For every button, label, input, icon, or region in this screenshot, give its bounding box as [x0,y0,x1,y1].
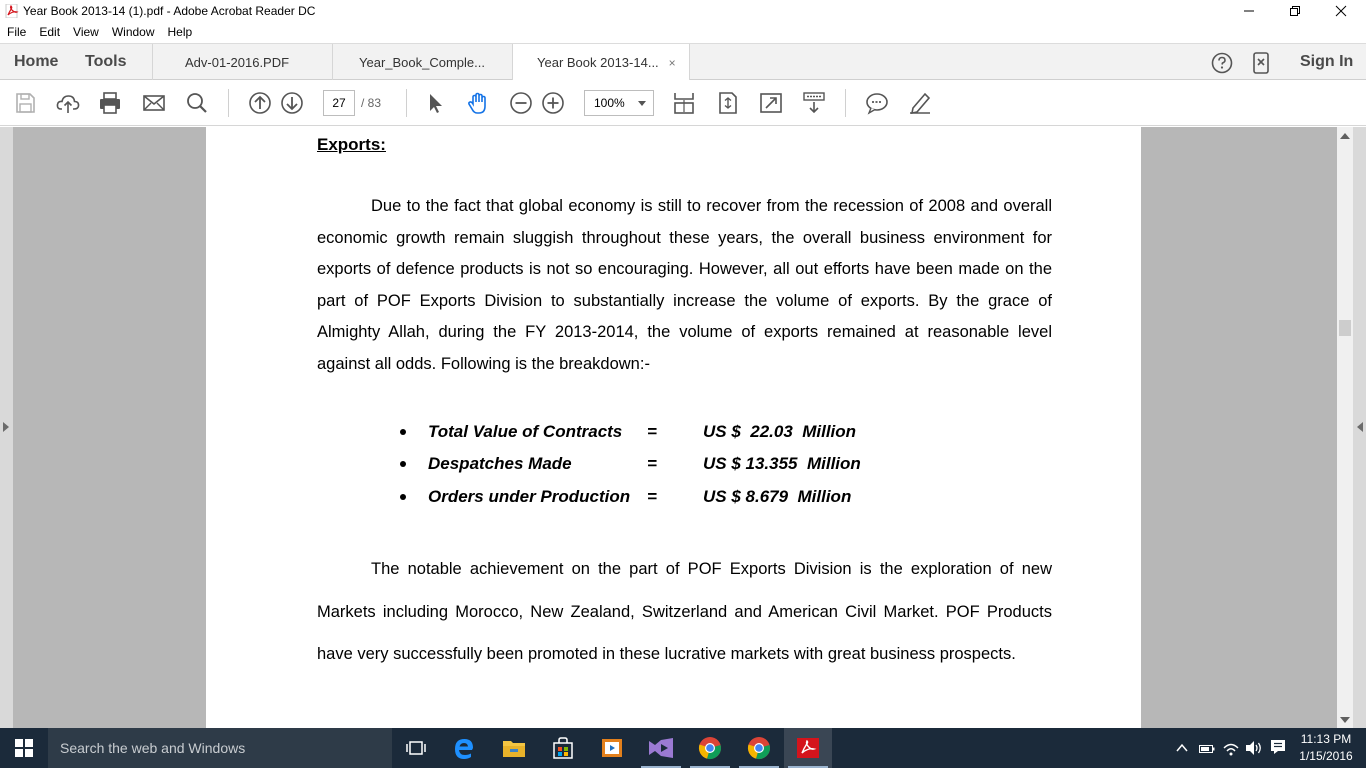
document-tab-yearbook-complete[interactable] [332,44,512,80]
task-view-button[interactable] [392,728,440,768]
tab-home[interactable]: Home [14,53,59,70]
toolbar-separator [845,89,846,117]
sign-in-button[interactable]: Sign In [1300,53,1354,70]
title-bar [0,0,1366,22]
bullet-item-total-value [206,420,1141,444]
scroll-mode-icon[interactable] [672,91,696,115]
restore-button[interactable] [1272,0,1318,22]
visual-studio-icon [648,737,674,759]
media-taskbar-button[interactable] [588,728,636,768]
video-player-icon [601,737,623,759]
hand-tool-icon[interactable] [466,91,490,115]
search-icon[interactable] [185,91,209,115]
toolbar [0,80,1366,126]
taskbar-clock[interactable] [1296,731,1356,765]
zoom-out-icon[interactable] [509,91,533,115]
edge-taskbar-button[interactable] [440,728,488,768]
bullet-dot [400,494,406,500]
scroll-down-icon[interactable] [1340,717,1350,723]
bullet-equals: = [647,487,657,506]
expand-left-panel-icon[interactable] [3,422,9,432]
page-number-input[interactable]: 27 [323,90,355,116]
paragraph-intro-text: Due to the fact that global economy is still to recover from the recession of 2008 and overall economic growth remain sluggish throughout these years, the overall business environment for exports of defence products is not so encouraging. However, all out efforts have been made on the part of POF Exports Division to substantially increase the volume of exports. By the grace of Almighty Allah, during the FY 2013-2014, the volume of exports remained at reasonable level against all odds. Following is the breakdown:- [317,197,1052,373]
vertical-scrollbar[interactable] [1337,127,1353,728]
menu-view[interactable]: View [73,25,99,39]
bullet-dot [400,461,406,467]
menu-bar [0,22,1366,43]
volume-icon[interactable] [1245,740,1263,758]
chevron-down-icon [638,101,646,106]
store-taskbar-button[interactable] [539,728,587,768]
document-tab-label: Adv-01-2016.PDF [185,54,290,70]
document-tab-label: Year Book 2013-14... [537,55,659,70]
paragraph-achievement [317,548,1052,676]
show-hidden-icons-icon[interactable] [1176,741,1188,759]
store-bag-icon [552,737,574,759]
minimize-icon [1243,5,1255,17]
next-page-icon[interactable] [280,91,304,115]
zoom-select[interactable] [584,90,654,116]
document-viewport[interactable] [0,127,1366,728]
bullet-value: US $ 13.355 Million [703,454,861,473]
page-total-label: / 83 [361,96,382,110]
cloud-upload-icon[interactable] [56,91,80,115]
chrome-taskbar-button[interactable] [686,728,734,768]
read-aloud-icon[interactable] [802,91,826,115]
fit-page-icon[interactable] [716,91,740,115]
toolbar-separator [406,89,407,117]
save-icon[interactable] [13,91,37,115]
mobile-link-icon[interactable] [1252,52,1270,79]
taskbar [0,728,1366,768]
chrome-icon [747,736,771,760]
document-tab-adv[interactable] [152,44,332,80]
previous-page-icon[interactable] [248,91,272,115]
bullet-dot [400,429,406,435]
close-icon [1335,5,1347,17]
scroll-up-icon[interactable] [1340,133,1350,139]
paragraph-intro [317,191,1052,381]
acrobat-taskbar-button[interactable] [784,728,832,768]
toolbar-separator [228,89,229,117]
email-icon[interactable] [142,91,166,115]
print-icon[interactable] [98,91,122,115]
bullet-equals: = [647,422,657,441]
battery-icon[interactable] [1199,742,1215,760]
folder-icon [502,737,526,759]
bullet-value: US $ 22.03 Million [703,422,857,441]
paragraph-achievement-text: The notable achievement on the part of POF Exports Division is the exploration of new Markets including Morocco, New Zealand, Switzerland and American Civil Market. POF Products have very successfully been promoted in these lucrative markets with great business prospects. [317,560,1052,663]
full-screen-icon[interactable] [759,91,783,115]
bullet-label: Orders under Production [428,487,631,506]
bullet-item-despatches [206,452,1141,476]
expand-right-panel-icon[interactable] [1357,422,1363,432]
zoom-in-icon[interactable] [541,91,565,115]
taskbar-search-box[interactable] [48,728,392,768]
comment-icon[interactable] [865,91,889,115]
wifi-icon[interactable] [1222,740,1240,758]
tab-bar [0,43,1366,80]
clock-date: 1/15/2016 [1299,749,1353,763]
bullet-label: Total Value of Contracts [428,422,623,441]
menu-window[interactable]: Window [111,25,155,39]
scrollbar-thumb[interactable] [1339,320,1351,336]
edge-icon [452,736,476,760]
menu-help[interactable]: Help [167,25,193,39]
close-window-button[interactable] [1318,0,1364,22]
help-icon[interactable] [1211,52,1233,79]
fill-sign-icon[interactable] [908,91,932,115]
chrome-icon [698,736,722,760]
bullet-item-orders [206,485,1141,509]
acrobat-app-icon [5,4,19,18]
zoom-value: 100% [594,96,625,110]
taskbar-search-placeholder: Search the web and Windows [60,740,246,756]
restore-icon [1289,5,1301,17]
pdf-page [206,127,1141,728]
clock-time: 11:13 PM [1300,732,1352,746]
menu-file[interactable]: File [7,25,27,39]
minimize-button[interactable] [1226,0,1272,22]
menu-edit[interactable]: Edit [39,25,61,39]
task-view-icon [405,739,427,757]
close-tab-icon[interactable]: × [668,55,676,70]
document-tab-label: Year_Book_Comple... [359,54,485,70]
bullet-label: Despatches Made [428,454,572,473]
chrome-taskbar-button-2[interactable] [735,728,783,768]
action-center-icon[interactable] [1270,739,1286,757]
file-explorer-taskbar-button[interactable] [490,728,538,768]
acrobat-icon [796,737,820,759]
bullet-equals: = [647,454,657,473]
select-cursor-icon[interactable] [423,91,447,115]
bullet-value: US $ 8.679 Million [703,487,852,506]
start-button[interactable] [0,728,48,768]
document-tab-yearbook-active[interactable] [512,44,690,81]
window-title: Year Book 2013-14 (1).pdf - Adobe Acrobat Reader DC [23,4,316,18]
section-heading: Exports: [317,135,386,154]
visual-studio-taskbar-button[interactable] [637,728,685,768]
tab-tools[interactable]: Tools [85,53,127,70]
windows-logo-icon [15,739,33,757]
